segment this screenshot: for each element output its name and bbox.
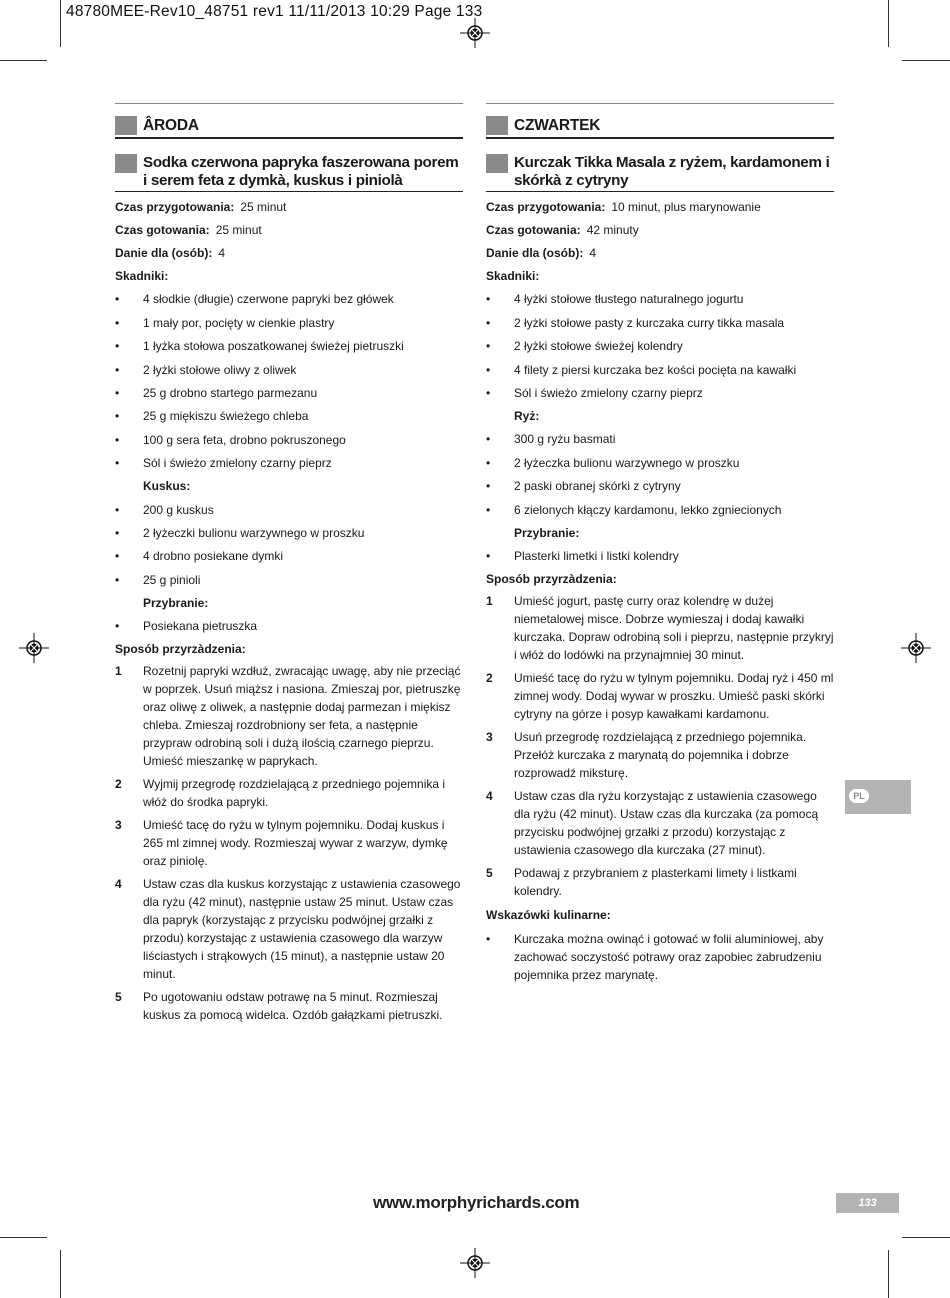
method-step: 1 Rozetnij papryki wzdłuż, zwracając uwagę, aby nie przeciąć w poprzek. Usuń miąższ i nasiona. Zmieszaj por, pietruszkę oraz oliwę z oliwek, a następnie dodaj parmezan i miękisz chleba. Zmieszaj rozdrobniony ser feta, a następnie przypraw odrobiną soli i dużą ilością czarnego pieprzu. Umieść mieszankę w paprykach.: [115, 664, 461, 769]
method-label: Sposób przyrzàdzenia:: [115, 642, 246, 657]
garnish-list: [486, 548, 834, 564]
servings: Danie dla (osób): 4: [115, 246, 226, 260]
list-item: • 25 g miękiszu świeżego chleba: [115, 409, 309, 424]
day-title: ÂRODA: [143, 116, 199, 134]
right-column: [486, 103, 834, 984]
garnish-label: Przybranie:: [514, 525, 580, 540]
list-item: • 100 g sera feta, drobno pokruszonego: [115, 432, 346, 447]
list-item: • 4 łyżki stołowe tłustego naturalnego jogurtu: [486, 292, 744, 307]
method-step: 5 Po ugotowaniu odstaw potrawę na 5 minut. Rozmieszaj kuskus za pomocą widelca. Ozdób gałązkami pietruszki.: [115, 990, 443, 1023]
list-item: • Plasterki limetki i listki kolendry: [486, 548, 679, 563]
crop-mark: [0, 1237, 47, 1238]
recipe-title: Kurczak Tikka Masala z ryżem, kardamonem i skórkà z cytryny: [514, 154, 830, 189]
list-item: • 25 g pinioli: [115, 572, 201, 587]
ingredients-list: [486, 291, 834, 401]
crop-mark: [60, 1250, 61, 1298]
method-step: 2 Umieść tacę do ryżu w tylnym pojemniku. Dodaj ryż i 450 ml zimnej wody. Dodaj wywar w proszku. Umieść paski skórki cytryny na górze i posyp kawałkami kardamonu.: [486, 670, 834, 721]
method-step: 3 Usuń przegrodę rozdzielającą z przedniego pojemnika. Przełóż kurczaka z marynatą do pojemnika i dobrze rozprowadź miksturę.: [486, 729, 807, 780]
rice-label: Ryż:: [514, 408, 540, 423]
crop-mark: [0, 60, 47, 61]
list-item: • 2 łyżki stołowe oliwy z oliwek: [115, 362, 297, 377]
registration-mark-icon: [460, 18, 490, 48]
list-item: • Sól i świeżo zmielony czarny pieprz: [115, 456, 332, 471]
website-url: www.morphyrichards.com: [373, 1193, 580, 1212]
recipe-heading: [486, 154, 834, 192]
list-item: • 300 g ryżu basmati: [486, 432, 616, 447]
list-item: • 2 łyżki stołowe świeżej kolendry: [486, 339, 683, 354]
print-slug: 48780MEE-Rev10_48751 rev1 11/11/2013 10:29 Page 133: [66, 3, 483, 20]
ingredients-label: Skadniki:: [486, 269, 540, 283]
tips-list: [486, 930, 834, 984]
garnish-list: [115, 618, 463, 634]
list-item: • Sól i świeżo zmielony czarny pieprz: [486, 385, 703, 400]
list-item: • Posiekana pietruszka: [115, 619, 258, 634]
method-step: 5 Podawaj z przybraniem z plasterkami limety i listkami kolendry.: [486, 865, 797, 898]
page-number: 133: [836, 1193, 899, 1213]
method-steps: [115, 662, 463, 1024]
kuskus-list: [115, 502, 463, 588]
heading-square-icon: [486, 154, 508, 173]
column-top-rule: [486, 103, 834, 104]
method-step: 2 Wyjmij przegrodę rozdzielającą z przedniego pojemnika i włóż do środka papryki.: [115, 777, 446, 810]
heading-square-icon: [115, 154, 137, 173]
crop-mark: [902, 60, 950, 61]
method-steps: [486, 592, 834, 900]
prep-time: Czas przygotowania: 10 minut, plus marynowanie: [486, 200, 761, 214]
list-item: • Kurczaka można owinąć i gotować w folii aluminiowej, aby zachować soczystość potrawy oraz zapobiec zabrudzeniu pojemnika przez marynatę.: [486, 932, 824, 983]
registration-mark-icon: [901, 633, 931, 663]
method-step: 3 Umieść tacę do ryżu w tylnym pojemniku. Dodaj kuskus i 265 ml zimnej wody. Rozmieszaj wywar z warzyw, dymkę oraz piniolę.: [115, 818, 448, 869]
crop-mark: [888, 1250, 889, 1298]
heading-square-icon: [486, 116, 508, 135]
prep-time: Czas przygotowania: 25 minut: [115, 200, 287, 214]
list-item: • 200 g kuskus: [115, 502, 214, 517]
recipe-title: Sodka czerwona papryka faszerowana porem i serem feta z dymkà, kuskus i piniolà: [143, 154, 459, 189]
day-heading: [115, 116, 463, 139]
ingredients-list: [115, 291, 463, 471]
crop-mark: [902, 1237, 950, 1238]
method-step: 4 Ustaw czas dla kuskus korzystając z ustawienia czasowego dla ryżu (42 minut), następnie ustaw 25 minut. Ustaw czas dla papryk (korzystając z przycisku podwójnej grzałki z przodu) korzystając z ustawienia czasowego dla warzyw liściastych i strąkowych (15 minut), a następnie ustaw 20 minut.: [115, 877, 461, 982]
ingredients-label: Skadniki:: [115, 269, 169, 283]
servings: Danie dla (osób): 4: [486, 246, 597, 260]
registration-mark-icon: [460, 1248, 490, 1278]
list-item: • 25 g drobno startego parmezanu: [115, 385, 318, 400]
day-title: CZWARTEK: [514, 116, 601, 134]
crop-mark: [60, 0, 61, 47]
cook-time: Czas gotowania: 42 minuty: [486, 223, 639, 237]
list-item: • 2 paski obranej skórki z cytryny: [486, 479, 681, 494]
cook-time: Czas gotowania: 25 minut: [115, 223, 262, 237]
list-item: • 1 łyżka stołowa poszatkowanej świeżej pietruszki: [115, 339, 404, 354]
method-label: Sposób przyrzàdzenia:: [486, 571, 617, 586]
list-item: • 2 łyżki stołowe pasty z kurczaka curry tikka masala: [486, 315, 785, 330]
list-item: • 4 filety z piersi kurczaka bez kości pocięta na kawałki: [486, 362, 797, 377]
tips-label: Wskazówki kulinarne:: [486, 907, 611, 922]
list-item: • 2 łyżeczka bulionu warzywnego w proszku: [486, 455, 740, 470]
registration-mark-icon: [19, 633, 49, 663]
day-heading: [486, 116, 834, 139]
recipe-heading: [115, 154, 463, 192]
language-tab: [845, 780, 911, 814]
list-item: • 4 drobno posiekane dymki: [115, 549, 284, 564]
list-item: • 1 mały por, pocięty w cienkie plastry: [115, 315, 335, 330]
list-item: • 6 zielonych kłączy kardamonu, lekko zgniecionych: [486, 502, 782, 517]
list-item: • 2 łyżeczki bulionu warzywnego w proszku: [115, 525, 365, 540]
rice-list: [486, 431, 834, 517]
garnish-label: Przybranie:: [143, 595, 209, 610]
list-item: • 4 słodkie (długie) czerwone papryki bez główek: [115, 292, 394, 307]
method-step: 4 Ustaw czas dla ryżu korzystając z ustawienia czasowego dla ryżu (42 minut). Ustaw czas dla kurczaka (za pomocą przycisku podwójnej grzałki z przodu) korzystając z ustawienia czasowego dla kurczaka (27 minut).: [486, 788, 819, 857]
column-top-rule: [115, 103, 463, 104]
kuskus-label: Kuskus:: [143, 479, 191, 494]
left-column: [115, 103, 463, 1024]
heading-square-icon: [115, 116, 137, 135]
method-step: 1 Umieść jogurt, pastę curry oraz kolendrę w dużej niemetalowej misce. Dobrze wymieszaj i dodaj kawałki kurczaka. Dopraw odrobiną soli i pieprzu, następnie przykryj i włóż do lodówki na przynajmniej 30 minut.: [486, 593, 834, 662]
crop-mark: [888, 0, 889, 47]
language-code: PL: [849, 789, 869, 803]
